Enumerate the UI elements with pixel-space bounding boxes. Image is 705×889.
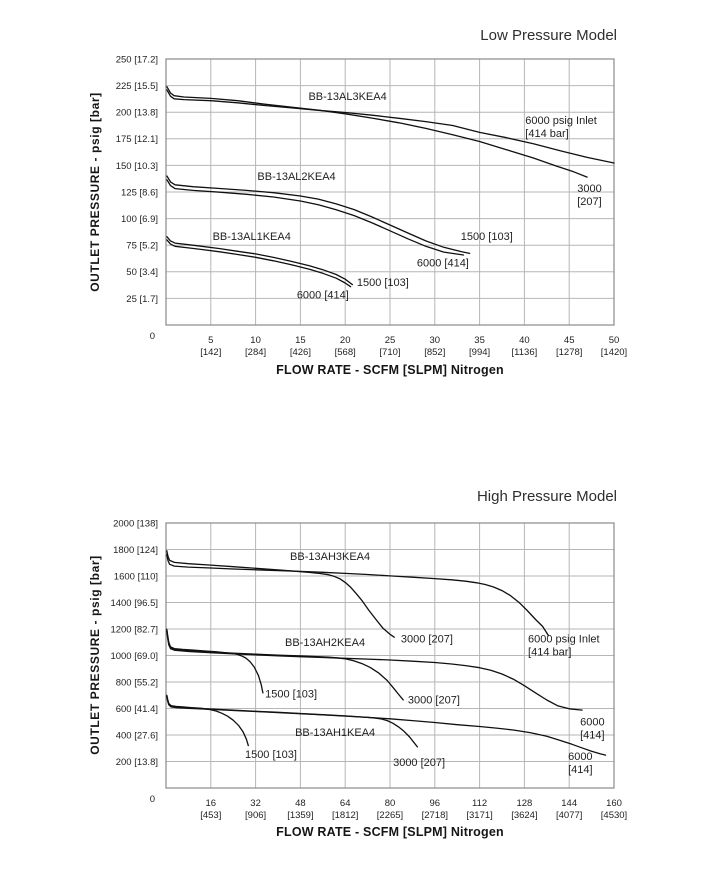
x-tick-sublabel: [852] <box>424 347 446 358</box>
y-tick-label: 1000 [69.0] <box>110 650 158 662</box>
curve-annotation: 6000 psig Inlet <box>525 114 597 127</box>
y-tick-label: 250 [17.2] <box>115 54 158 66</box>
x-tick-label: 144 <box>561 798 578 809</box>
y-tick-label: 1400 [96.5] <box>110 597 158 609</box>
x-tick-label: 16 <box>205 798 217 809</box>
x-tick-label: 48 <box>295 798 306 809</box>
y-tick-label: 225 [15.5] <box>115 81 158 92</box>
x-tick-sublabel: [4530] <box>600 810 628 821</box>
x-tick-label: 96 <box>429 798 441 809</box>
x-tick-sublabel: [1278] <box>555 347 583 358</box>
x-tick-label: 50 <box>608 335 620 346</box>
curve-annotation: 3000 [207] <box>400 633 453 646</box>
x-tick-sublabel: [994] <box>469 347 491 358</box>
x-tick-label: 128 <box>516 798 533 809</box>
y-tick-label: 2000 [138] <box>113 518 158 530</box>
flow-curve-BB-13AL1KEA4-6000 <box>167 240 351 287</box>
y-tick-label: 175 [12.1] <box>115 134 158 146</box>
high-pressure-chart-title: High Pressure Model <box>476 488 617 505</box>
low-pressure-chart-title: Low Pressure Model <box>480 27 617 44</box>
y-tick-label: 50 [3.4] <box>126 267 158 279</box>
flow-curve-BB-13AL1KEA4-1500 <box>167 237 353 285</box>
x-tick-sublabel: [3624] <box>511 810 538 821</box>
flow-curve-BB-13AH1KEA4-1500 <box>167 695 249 745</box>
x-tick-sublabel: [453] <box>200 810 222 821</box>
x-tick-label: 35 <box>474 335 485 346</box>
curve-annotation: BB-13AL3KEA4 <box>308 91 387 104</box>
flow-curve-BB-13AH2KEA4-1500 <box>167 629 263 693</box>
curve-annotation: 1500 [103] <box>356 277 409 290</box>
x-tick-label: 5 <box>208 335 214 346</box>
origin-label: 0 <box>149 331 155 342</box>
x-tick-label: 80 <box>384 798 396 809</box>
y-tick-label: 150 [10.3] <box>115 160 158 172</box>
y-tick-label: 200 [13.8] <box>115 756 158 768</box>
curve-annotation: 3000 [207] <box>393 757 446 770</box>
x-tick-sublabel: [1420] <box>600 347 628 358</box>
curve-annotation: [414 bar] <box>525 127 569 140</box>
curve-annotation: [414] <box>580 729 605 742</box>
curve-annotation: 6000 psig Inlet <box>528 633 600 646</box>
curve-annotation: [207] <box>577 195 602 208</box>
high-pressure-x-axis-title: FLOW RATE - SCFM [SLPM] Nitrogen <box>276 825 504 839</box>
low-pressure-y-axis-title: OUTLET PRESSURE - psig [bar] <box>88 92 102 292</box>
flow-curve-BB-13AH3KEA4-3000 <box>167 551 394 637</box>
y-tick-label: 400 [27.6] <box>115 730 158 742</box>
x-tick-label: 30 <box>429 335 441 346</box>
high-pressure-y-axis-title: OUTLET PRESSURE - psig [bar] <box>88 555 102 755</box>
y-tick-label: 200 [13.8] <box>115 107 158 119</box>
x-tick-label: 160 <box>606 798 622 809</box>
x-tick-label: 25 <box>384 335 396 346</box>
y-tick-label: 600 [41.4] <box>115 703 158 715</box>
y-tick-label: 125 [8.6] <box>121 187 158 199</box>
x-tick-label: 112 <box>472 798 488 809</box>
x-tick-label: 32 <box>250 798 261 809</box>
curve-annotation: 3000 [207] <box>407 694 460 707</box>
x-tick-sublabel: [142] <box>200 347 222 358</box>
x-tick-label: 40 <box>519 335 530 346</box>
curve-annotation: BB-13AH2KEA4 <box>285 636 366 649</box>
x-tick-label: 10 <box>250 335 261 346</box>
flow-curve-BB-13AH1KEA4-3000 <box>167 696 418 747</box>
x-tick-sublabel: [906] <box>245 810 267 821</box>
y-tick-label: 1200 [82.7] <box>110 624 158 636</box>
x-tick-sublabel: [1136] <box>511 347 538 358</box>
curve-annotation: 6000 [414] <box>416 257 469 270</box>
flow-curve-BB-13AL2KEA4-6000 <box>167 180 464 255</box>
x-tick-sublabel: [710] <box>379 347 401 358</box>
curve-annotation: 6000 <box>580 716 605 729</box>
y-tick-label: 100 [6.9] <box>121 214 158 225</box>
curve-annotation: 1500 [103] <box>460 231 513 244</box>
curve-annotation: [414] <box>568 763 593 776</box>
x-tick-sublabel: [3171] <box>466 810 493 821</box>
low-pressure-x-axis-title: FLOW RATE - SCFM [SLPM] Nitrogen <box>276 363 504 377</box>
x-tick-label: 15 <box>295 335 306 346</box>
x-tick-sublabel: [426] <box>289 347 311 358</box>
x-tick-sublabel: [284] <box>245 347 267 358</box>
x-tick-sublabel: [1359] <box>287 810 314 821</box>
x-tick-label: 64 <box>339 798 351 809</box>
curve-annotation: 6000 <box>568 750 593 763</box>
curve-annotation: 1500 [103] <box>244 748 297 761</box>
x-tick-sublabel: [2718] <box>421 810 449 821</box>
curve-annotation: BB-13AL2KEA4 <box>257 171 336 184</box>
y-tick-label: 1600 [110] <box>113 571 158 583</box>
origin-label: 0 <box>149 794 155 805</box>
x-tick-label: 45 <box>563 335 575 346</box>
x-tick-sublabel: [2265] <box>376 810 404 821</box>
x-tick-label: 20 <box>339 335 351 346</box>
y-tick-label: 800 [55.2] <box>115 677 158 689</box>
curve-annotation: 3000 <box>577 182 602 195</box>
y-tick-label: 75 [5.2] <box>126 240 158 252</box>
curve-annotation: BB-13AH3KEA4 <box>290 550 371 563</box>
x-tick-sublabel: [568] <box>334 347 356 358</box>
flow-curve-BB-13AH1KEA4-6000 <box>167 697 606 756</box>
curve-annotation: 1500 [103] <box>265 688 318 701</box>
x-tick-sublabel: [4077] <box>555 810 583 821</box>
curve-annotation: [414 bar] <box>528 646 572 659</box>
curve-annotation: 6000 [414] <box>296 289 349 302</box>
curve-annotation: BB-13AH1KEA4 <box>295 726 376 739</box>
y-tick-label: 1800 [124] <box>113 544 158 556</box>
y-tick-label: 25 [1.7] <box>126 293 158 305</box>
x-tick-sublabel: [1812] <box>331 810 359 821</box>
curve-annotation: BB-13AL1KEA4 <box>212 231 291 244</box>
